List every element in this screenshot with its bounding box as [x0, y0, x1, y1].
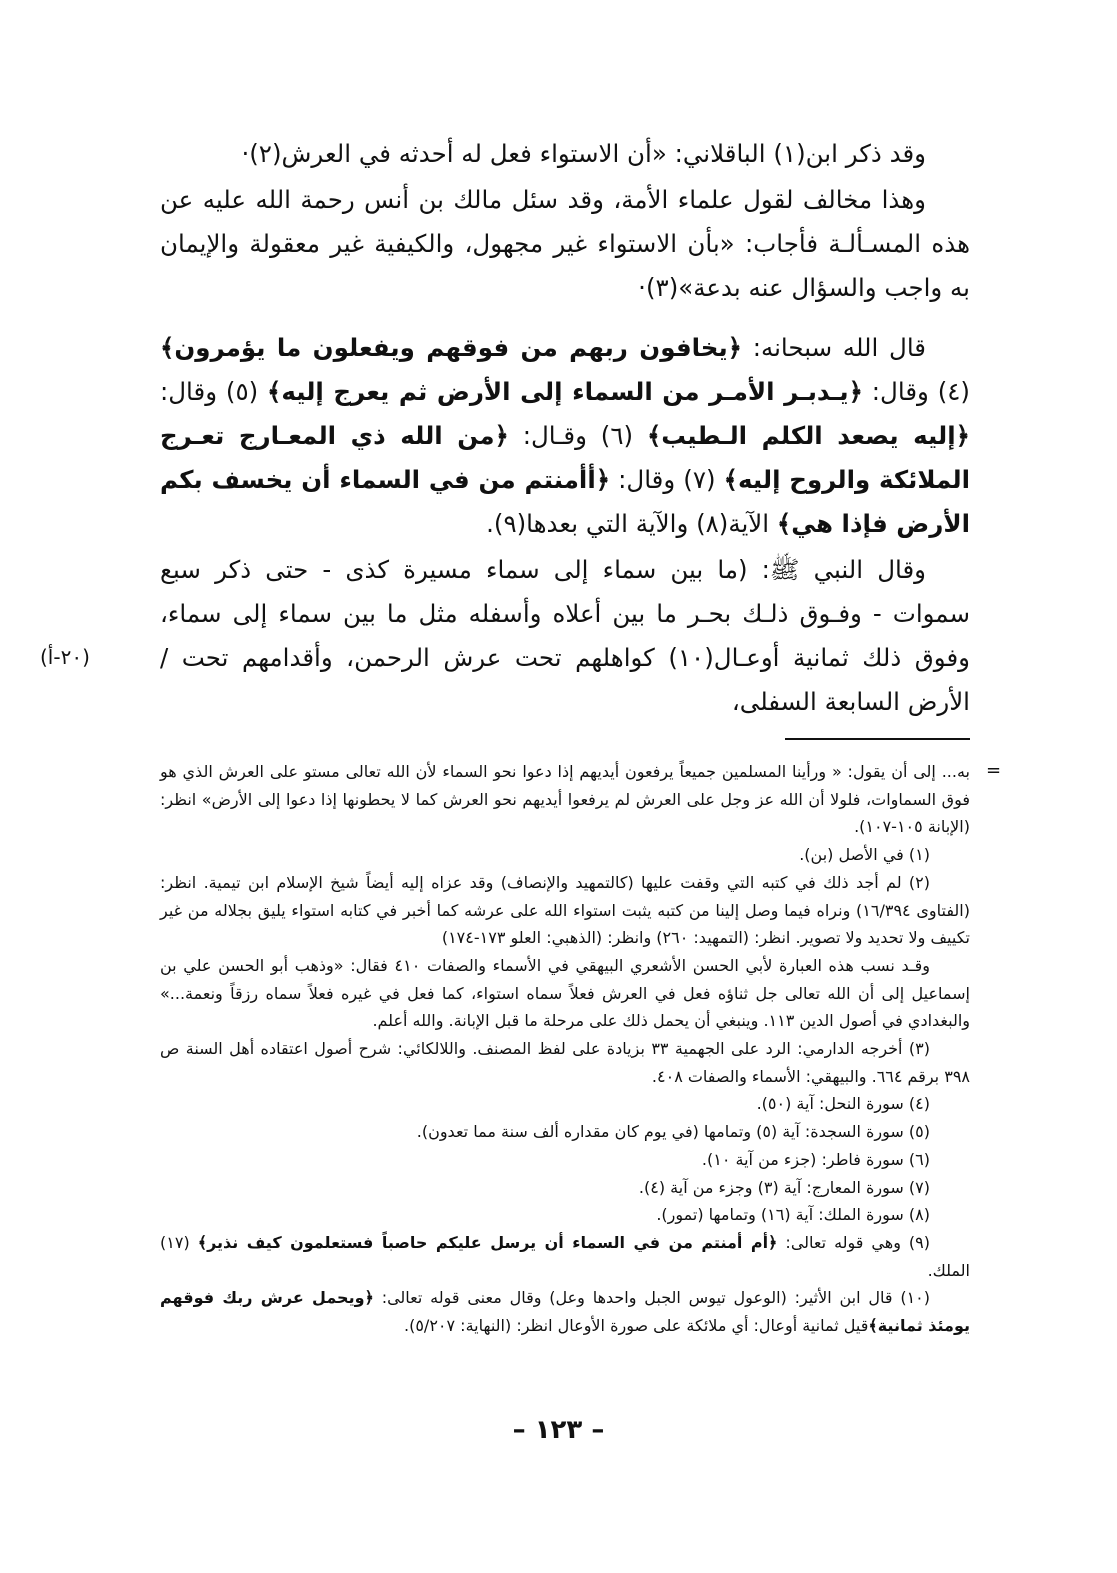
footnote-3: (٣) أخرجه الدارمي: الرد على الجهمية ٣٣ بزيادة على لفظ المصنف. واللالكائي: شرح أصول اعتقاده أهل السنة ص ٣٩٨ برقم ٦٦٤. والبيهقي: الأسماء والصفات ٤٠٨.: [160, 1039, 970, 1086]
quran-verse: ﴿ويحمل عرش ربك فوقهم يومئذ ثمانية﴾: [160, 1288, 970, 1336]
quran-verse: ﴿من الله ذي المعـارج تعـرج الملائكة والروح إليه﴾: [160, 421, 970, 494]
text-fragment: قيل ثمانية أوعال: أي ملائكة على صورة الأوعال انظر: (النهاية: ٥/٢٠٧).: [404, 1316, 869, 1336]
manuscript-folio-marker: (٢٠-أ): [40, 645, 90, 669]
text-fragment: (٧) وقال:: [610, 465, 724, 494]
main-paragraph-hadith: [160, 548, 970, 724]
quran-verse: ﴿يخافون ربهم من فوقهم ويفعلون ما يؤمرون﴾: [160, 333, 743, 362]
text-fragment: قال الله سبحانه:: [742, 333, 926, 362]
quran-verse: ﴿يـدبـر الأمـر من السماء إلى الأرض ثم يعرج إليه﴾: [267, 377, 863, 406]
footnote-1: (١) في الأصل (بن).: [799, 845, 930, 865]
quran-verse: ﴿إليه يصعد الكلم الـطيب﴾: [646, 421, 970, 450]
quran-verse: ﴿أم أمنتم من في السماء أن يرسل عليكم حاصباً فستعلمون كيف نذير﴾: [197, 1232, 778, 1252]
main-paragraph-1: [160, 132, 970, 176]
main-paragraph-2: [160, 178, 970, 310]
text-fragment: (١٧) الملك.: [160, 1232, 970, 1280]
text-fragment: (٦) وقـال:: [508, 421, 647, 450]
footnote-continuation: به... إلى أن يقول: « ورأينا المسلمين جميعاً يرفعون أيديهم إذا دعوا نحو السماء لأن الله تعالى مستو على العرش الذي هو فوق السماوات، فلولا أن الله عز وجل على العرش لم يرفعوا أيديهم نحو العرش كما لا يحطونها إذا دعوا إلى الأرض» انظر: (الإبانة ١٠٥-١٠٧).: [160, 762, 970, 837]
footnote-9: [160, 1229, 970, 1284]
page-number: – ١٢٣ –: [512, 1415, 605, 1445]
text-fragment: (٥) وقال:: [160, 377, 268, 406]
footnote-8: (٨) سورة الملك: آية (١٦) وتمامها (تمور).: [656, 1205, 930, 1225]
footnote-2-continued: وقـد نسب هذه العبارة لأبي الحسن الأشعري البيهقي في الأسماء والصفات ٤١٠ فقال: «وذهب أبو الحسن علي بن إسماعيل إلى أن الله تعالى جل ثناؤه فعل في العرش فعلاً سماه استواء، كما فعل في غيره فعلاً سماه رزقاً ونعمة...» والبغدادي في أصول الدين ١١٣. وينبغي أن يحمل ذلك على مرحلة ما قبل الإبانة. والله أعلم.: [160, 955, 970, 1031]
footnotes-section: [160, 758, 970, 1340]
footnote-7: (٧) سورة المعارج: آية (٣) وجزء من آية (٤).: [638, 1177, 930, 1197]
footnote-2: (٢) لم أجد ذلك في كتبه التي وقفت عليها (كالتمهيد والإنصاف) وقد عزاه إليه أيضاً شيخ الإسلام ابن تيمية. انظر: (الفتاوى ١٦/٣٩٤) ونراه فيما وصل إلينا من كتبه يثبت استواء الله على عرشه كما أخبر في كتابه استواء يليق بجلاله من غير تكييف ولا تحديد ولا تصوير. انظر: (التمهيد: ٢٦٠) وانظر: (الذهبي: العلو ١٧٣-١٧٤): [160, 872, 970, 948]
main-text-line: وهذا مخالف لقول علماء الأمة، وقد سئل مالك بن أنس رحمة الله عليه عن هذه المسـألـة فأجاب: «بأن الاستواء غير مجهول، والكيفية غير معقولة والإيمان به واجب والسؤال عنه بدعة»(٣)·: [160, 185, 970, 302]
text-fragment: الآية(٨) والآية التي بعدها(٩).: [486, 509, 777, 538]
footnote-separator: [785, 738, 970, 740]
quran-verse: ﴿أأمنتم من في السماء أن يخسف بكم الأرض فإذا هي﴾: [160, 465, 970, 538]
footnote-5: (٥) سورة السجدة: آية (٥) وتمامها (في يوم كان مقداره ألف سنة مما تعدون).: [416, 1122, 930, 1142]
hadith-paragraph: وقال النبي ﷺ: (ما بين سماء إلى سماء مسيرة كذى - حتى ذكر سبع سموات - وفـوق ذلـك بحـر ما بين أعلاه وأسفله مثل ما بين سماء إلى سماء، وفوق ذلك ثمانية أوعـال(١٠) كواهلهم تحت عرش الرحمن، وأقدامهم تحت / الأرض السابعة السفلى،: [160, 555, 971, 716]
footnote-continuation-mark: =: [986, 760, 1002, 781]
main-text-line: وقد ذكر ابن(١) الباقلاني: «أن الاستواء فعل له أحدثه في العرش(٢)·: [241, 139, 926, 168]
main-paragraph-verses: [160, 326, 970, 546]
text-fragment: (٩) وهي قوله تعالى:: [777, 1232, 931, 1252]
footnote-4: (٤) سورة النحل: آية (٥٠).: [756, 1094, 930, 1114]
footnote-10: [160, 1284, 970, 1339]
footnote-6: (٦) سورة فاطر: (جزء من آية ١٠).: [701, 1149, 930, 1169]
text-fragment: (١٠) قال ابن الأثير: (الوعول تيوس الجبل واحدها وعل) وقال معنى قوله تعالى:: [373, 1288, 931, 1308]
verses-paragraph: [160, 326, 970, 546]
text-fragment: (٤) وقال:: [862, 377, 970, 406]
